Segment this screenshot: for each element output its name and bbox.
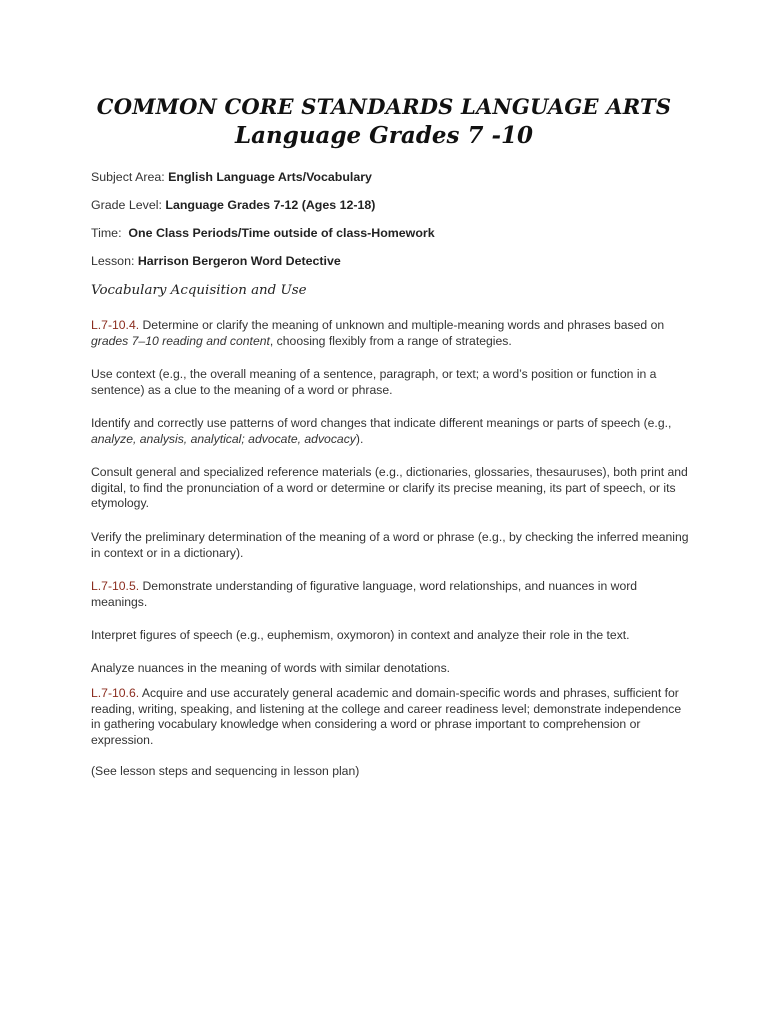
- grade-level-line: [91, 198, 375, 212]
- subject-area-value: English Language Arts/Vocabulary: [168, 170, 372, 184]
- time-line: [91, 226, 435, 240]
- paragraph-text: Identify and correctly use patterns of word changes that indicate different meanings or parts of speech (e.g.,: [91, 416, 672, 430]
- time-label: Time:: [91, 226, 129, 240]
- paragraph-text: Acquire and use accurately general academic and domain-specific words and phrases, sufficient for reading, writing, speaking, and listening at the college and career readiness level; demonstrate independence in gathering vocabulary knowledge when considering a word or phrase important to comprehension or expression.: [91, 686, 682, 747]
- paragraph-word-patterns: [91, 416, 691, 447]
- subject-area-label: Subject Area:: [91, 170, 169, 184]
- grade-level-label: Grade Level:: [91, 198, 166, 212]
- document-title: COMMON CORE STANDARDS LANGUAGE ARTS: [96, 94, 672, 119]
- lesson-line: [91, 254, 341, 268]
- standard-paragraph-l7-10-4: [91, 318, 691, 349]
- paragraph-text: Determine or clarify the meaning of unknown and multiple-meaning words and phrases based on: [139, 318, 665, 332]
- standard-code: L.7-10.6.: [91, 686, 140, 700]
- paragraph-text: ).: [355, 431, 364, 446]
- grade-level-value: Language Grades 7-12 (Ages 12-18): [165, 198, 376, 212]
- paragraph-italic: grades 7–10 reading and content: [91, 333, 270, 348]
- standard-paragraph-l7-10-5: [91, 579, 691, 610]
- paragraph-italic: analyze, analysis, analytical; advocate, advocacy: [91, 431, 356, 446]
- time-value: One Class Periods/Time outside of class-Homework: [128, 226, 435, 240]
- paragraph-reference-materials: Consult general and specialized reference materials (e.g., dictionaries, glossaries, thesauruses), both print and digital, to find the pronunciation of a word or determine or clarify its precise meaning, its part of speech, or its etymology.: [91, 465, 688, 511]
- paragraph-figures-of-speech: Interpret figures of speech (e.g., euphemism, oxymoron) in context and analyze their role in the text.: [91, 628, 630, 642]
- paragraph-text: , choosing flexibly from a range of strategies.: [269, 333, 512, 348]
- paragraph-use-context: Use context (e.g., the overall meaning of a sentence, paragraph, or text; a word’s position or function in a sentence) as a clue to the meaning of a word or phrase.: [91, 367, 657, 397]
- paragraph-nuances: Analyze nuances in the meaning of words with similar denotations.: [91, 661, 451, 675]
- standard-paragraph-l7-10-6: [91, 686, 691, 748]
- lesson-label: Lesson:: [91, 254, 138, 268]
- standard-code: L.7-10.4.: [91, 318, 140, 332]
- paragraph-verify-meaning: Verify the preliminary determination of the meaning of a word or phrase (e.g., by checking the inferred meaning in context or in a dictionary).: [91, 530, 689, 560]
- paragraph-text: Demonstrate understanding of figurative language, word relationships, and nuances in word meanings.: [91, 579, 638, 609]
- document-subtitle: Language Grades 7 -10: [234, 122, 534, 149]
- lesson-value: Harrison Bergeron Word Detective: [137, 254, 341, 268]
- subject-area-line: [91, 170, 372, 184]
- paragraph-see-lesson-plan: (See lesson steps and sequencing in lesson plan): [91, 764, 360, 778]
- section-heading: Vocabulary Acquisition and Use: [91, 283, 307, 298]
- standard-code: L.7-10.5.: [91, 579, 140, 593]
